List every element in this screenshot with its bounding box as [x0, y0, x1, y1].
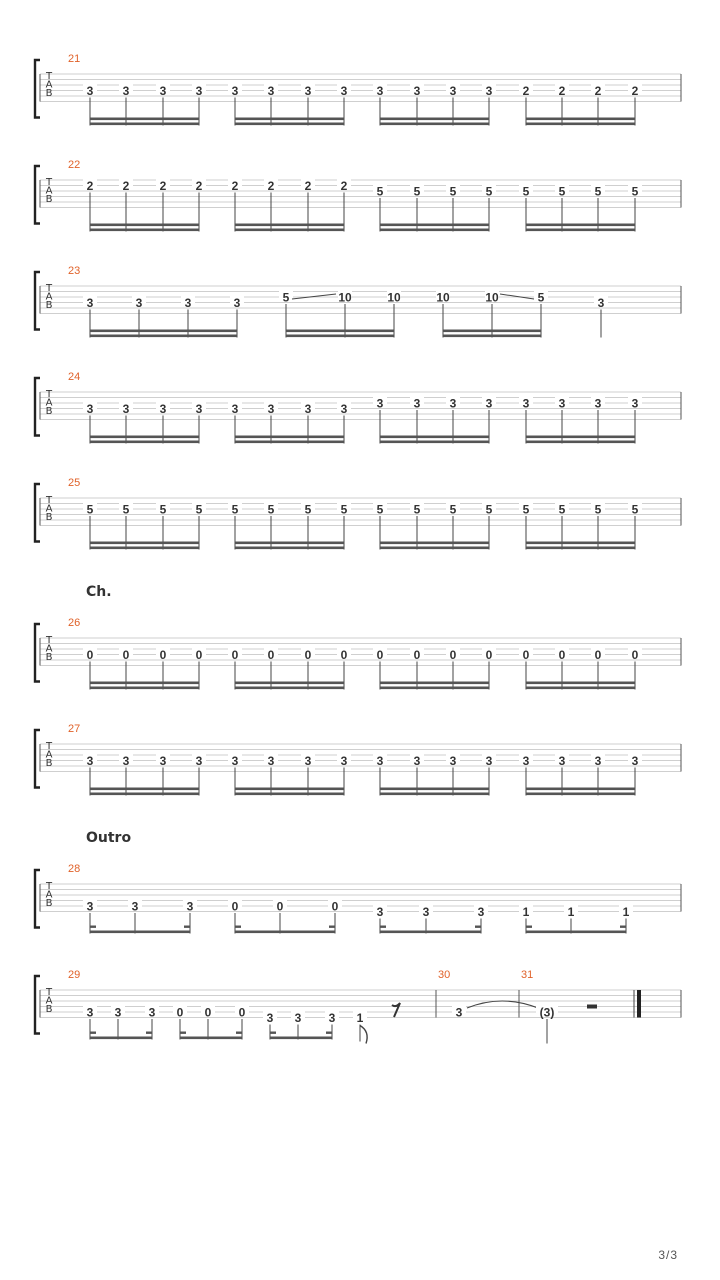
tab-clef-letter: B — [45, 194, 53, 205]
beam — [235, 224, 344, 227]
beam — [526, 436, 635, 439]
beam — [526, 229, 635, 232]
fret-number: 3 — [266, 1011, 274, 1025]
fret-number: 2 — [86, 179, 94, 193]
fret-number: 3 — [267, 84, 275, 98]
beam — [380, 123, 489, 126]
fret-number: 0 — [204, 1005, 212, 1020]
tab-clef-letter: B — [45, 652, 53, 663]
tied-fret-number: (3) — [539, 1005, 555, 1020]
fret-number: 3 — [449, 396, 457, 411]
tab-clef-letter: A — [45, 503, 53, 515]
tab-clef-letter: T — [45, 741, 53, 752]
fret-number: 5 — [413, 184, 421, 199]
fret-number: 3 — [195, 754, 203, 768]
fret-number: 0 — [86, 648, 94, 662]
fret-number: 2 — [522, 84, 530, 98]
beam — [90, 1037, 152, 1040]
beam — [235, 118, 344, 121]
beam — [380, 793, 489, 796]
beam — [90, 682, 199, 685]
measure-number: 31 — [521, 969, 534, 981]
fret-number: 5 — [522, 184, 530, 199]
fret-number: 3 — [340, 402, 348, 416]
tab-clef-letter: B — [45, 88, 53, 99]
fret-number: 2 — [594, 84, 602, 98]
beam — [235, 687, 344, 690]
slide-line — [500, 294, 534, 299]
fret-number: 2 — [558, 84, 566, 98]
beam — [90, 123, 199, 126]
note-flag — [360, 1026, 367, 1044]
fret-number: 0 — [413, 648, 421, 662]
beam — [380, 931, 481, 934]
fret-number: 2 — [122, 179, 130, 193]
fret-number: 0 — [231, 899, 239, 914]
fret-number: 5 — [413, 502, 421, 517]
fret-number: 5 — [485, 184, 493, 199]
tab-clef-letter: A — [45, 995, 53, 1007]
beam — [286, 330, 394, 333]
fret-number: 5 — [631, 502, 639, 517]
fret-number: 5 — [195, 502, 203, 517]
tab-clef-letter: B — [45, 406, 53, 417]
tab-clef-letter: A — [45, 889, 53, 901]
fret-number: 3 — [159, 84, 167, 98]
fret-number: 3 — [485, 84, 493, 98]
tab-clef-letter: B — [45, 758, 53, 769]
measure-number: 21 — [68, 53, 81, 65]
fret-number: 2 — [195, 179, 203, 193]
fret-number: 10 — [338, 290, 352, 305]
beam — [235, 436, 344, 439]
tie-arc — [467, 1001, 538, 1008]
measure-number: 29 — [68, 969, 81, 981]
measure-number: 22 — [68, 159, 81, 171]
fret-number: 3 — [597, 296, 605, 310]
fret-number: 1 — [622, 905, 630, 919]
fret-number: 5 — [631, 184, 639, 199]
fret-number: 3 — [340, 84, 348, 98]
beam — [380, 687, 489, 690]
half-rest-icon — [587, 1005, 597, 1009]
fret-number: 3 — [376, 84, 384, 98]
beam — [526, 931, 626, 934]
fret-number: 5 — [485, 502, 493, 517]
beam — [90, 441, 199, 444]
beam-stub — [236, 1032, 242, 1034]
fret-number: 5 — [376, 502, 384, 517]
fret-number: 3 — [594, 396, 602, 411]
fret-number: 5 — [86, 502, 94, 517]
fret-number: 3 — [594, 754, 602, 768]
fret-number: 3 — [376, 754, 384, 768]
tab-clef-letter: B — [45, 1004, 53, 1015]
fret-number: 0 — [376, 648, 384, 662]
fret-number: 5 — [122, 502, 130, 517]
beam — [380, 441, 489, 444]
tab-clef-letter: A — [45, 643, 53, 655]
fret-number: 3 — [376, 396, 384, 411]
fret-number: 1 — [356, 1011, 364, 1025]
beam-stub — [620, 926, 626, 928]
tab-clef-letter: A — [45, 749, 53, 761]
fret-number: 5 — [594, 184, 602, 199]
tab-clef-letter: T — [45, 635, 53, 646]
fret-number: 3 — [231, 402, 239, 416]
fret-number: 3 — [340, 754, 348, 768]
fret-number: 3 — [304, 754, 312, 768]
beam — [270, 1037, 332, 1040]
system-bracket — [35, 166, 40, 224]
fret-number: 3 — [131, 899, 139, 914]
beam-stub — [270, 1032, 276, 1034]
fret-number: 5 — [304, 502, 312, 517]
beam — [90, 118, 199, 121]
fret-number: 3 — [86, 1005, 94, 1020]
fret-number: 0 — [159, 648, 167, 662]
beam — [90, 224, 199, 227]
fret-number: 5 — [558, 502, 566, 517]
beam — [380, 436, 489, 439]
tab-clef-letter: B — [45, 512, 53, 523]
measure-number: 24 — [68, 371, 81, 383]
system-bracket — [35, 484, 40, 542]
beam — [526, 118, 635, 121]
beam — [235, 931, 335, 934]
fret-number: 10 — [436, 290, 450, 305]
system-bracket — [35, 272, 40, 330]
fret-number: 0 — [267, 648, 275, 662]
fret-number: 3 — [86, 754, 94, 768]
beam-stub — [235, 926, 241, 928]
fret-number: 3 — [558, 754, 566, 768]
fret-number: 5 — [282, 290, 290, 305]
fret-number: 3 — [122, 84, 130, 98]
fret-number: 0 — [331, 899, 339, 914]
tab-clef-letter: B — [45, 300, 53, 311]
fret-number: 5 — [558, 184, 566, 199]
fret-number: 5 — [449, 502, 457, 517]
fret-number: 3 — [485, 754, 493, 768]
beam-stub — [326, 1032, 332, 1034]
system-bracket — [35, 976, 40, 1034]
beam-stub — [180, 1032, 186, 1034]
fret-number: 3 — [631, 754, 639, 768]
fret-number: 3 — [422, 905, 430, 919]
fret-number: 3 — [233, 296, 241, 310]
fret-number: 3 — [195, 84, 203, 98]
tab-clef-letter: A — [45, 291, 53, 303]
measure-number: 26 — [68, 617, 81, 629]
fret-number: 3 — [186, 899, 194, 914]
tab-clef-letter: T — [45, 389, 53, 400]
tab-clef-letter: T — [45, 987, 53, 998]
fret-number: 3 — [294, 1011, 302, 1025]
fret-number: 5 — [522, 502, 530, 517]
fret-number: 3 — [195, 402, 203, 416]
system-bracket — [35, 730, 40, 788]
tab-clef-letter: T — [45, 283, 53, 294]
measure-number: 27 — [68, 723, 81, 735]
fret-number: 3 — [477, 905, 485, 919]
fret-number: 3 — [122, 402, 130, 416]
beam — [380, 542, 489, 545]
fret-number: 2 — [231, 179, 239, 193]
fret-number: 3 — [449, 84, 457, 98]
beam — [380, 788, 489, 791]
beam — [90, 335, 237, 338]
system-bracket — [35, 60, 40, 118]
beam — [235, 547, 344, 550]
system-bracket — [35, 870, 40, 928]
fret-number: 0 — [340, 648, 348, 662]
system-bracket — [35, 378, 40, 436]
fret-number: 5 — [267, 502, 275, 517]
fret-number: 2 — [159, 179, 167, 193]
tab-clef-letter: A — [45, 79, 53, 91]
beam — [90, 330, 237, 333]
fret-number: 3 — [86, 899, 94, 914]
beam — [90, 229, 199, 232]
fret-number: 2 — [340, 179, 348, 193]
beam-stub — [380, 926, 386, 928]
measure-number: 30 — [438, 969, 451, 981]
beam — [235, 123, 344, 126]
beam — [526, 682, 635, 685]
fret-number: 3 — [114, 1005, 122, 1020]
fret-number: 3 — [86, 296, 94, 310]
fret-number: 3 — [522, 396, 530, 411]
fret-number: 5 — [376, 184, 384, 199]
measure-number: 23 — [68, 265, 81, 277]
beam — [380, 224, 489, 227]
beam — [286, 335, 394, 338]
fret-number: 3 — [267, 754, 275, 768]
fret-number: 3 — [148, 1005, 156, 1020]
slide-line — [292, 294, 336, 299]
fret-number: 0 — [594, 648, 602, 662]
fret-number: 3 — [159, 402, 167, 416]
beam — [526, 788, 635, 791]
eighth-rest-icon — [392, 1003, 400, 1017]
measure-number: 28 — [68, 863, 81, 875]
fret-number: 0 — [558, 648, 566, 662]
beam — [443, 330, 541, 333]
beam — [90, 436, 199, 439]
beam — [443, 335, 541, 338]
beam — [235, 229, 344, 232]
beam — [90, 931, 190, 934]
beam — [526, 547, 635, 550]
tab-clef-letter: T — [45, 881, 53, 892]
beam — [380, 229, 489, 232]
beam-stub — [475, 926, 481, 928]
beam-stub — [526, 926, 532, 928]
beam — [526, 793, 635, 796]
fret-number: 3 — [184, 296, 192, 310]
fret-number: 3 — [376, 905, 384, 919]
fret-number: 2 — [267, 179, 275, 193]
fret-number: 5 — [449, 184, 457, 199]
fret-number: 2 — [304, 179, 312, 193]
beam — [380, 118, 489, 121]
beam-stub — [90, 926, 96, 928]
beam — [526, 542, 635, 545]
beam-stub — [329, 926, 335, 928]
fret-number: 3 — [159, 754, 167, 768]
fret-number: 3 — [86, 402, 94, 416]
fret-number: 1 — [567, 905, 575, 919]
fret-number: 3 — [449, 754, 457, 768]
fret-number: 3 — [231, 84, 239, 98]
section-label-outro: Outro — [86, 830, 132, 846]
fret-number: 5 — [231, 502, 239, 517]
fret-number: 3 — [267, 402, 275, 416]
beam — [235, 793, 344, 796]
tab-clef-letter: B — [45, 898, 53, 909]
fret-number: 3 — [455, 1005, 463, 1020]
fret-number: 0 — [631, 648, 639, 662]
fret-number: 3 — [558, 396, 566, 411]
fret-number: 0 — [304, 648, 312, 662]
page-number: 3/3 — [658, 1248, 678, 1262]
beam — [235, 441, 344, 444]
fret-number: 0 — [522, 648, 530, 662]
fret-number: 5 — [594, 502, 602, 517]
beam — [90, 788, 199, 791]
tab-clef-letter: A — [45, 185, 53, 197]
fret-number: 2 — [631, 84, 639, 98]
fret-number: 10 — [387, 290, 401, 305]
beam — [526, 441, 635, 444]
beam — [235, 542, 344, 545]
fret-number: 0 — [195, 648, 203, 662]
fret-number: 3 — [522, 754, 530, 768]
fret-number: 0 — [449, 648, 457, 662]
fret-number: 3 — [631, 396, 639, 411]
fret-number: 5 — [537, 290, 545, 305]
fret-number: 0 — [485, 648, 493, 662]
fret-number: 3 — [413, 754, 421, 768]
measure-number: 25 — [68, 477, 81, 489]
beam — [380, 547, 489, 550]
fret-number: 3 — [328, 1011, 336, 1025]
section-label-chorus: Ch. — [86, 584, 112, 600]
fret-number: 0 — [176, 1005, 184, 1020]
fret-number: 3 — [304, 402, 312, 416]
fret-number: 3 — [304, 84, 312, 98]
beam — [526, 123, 635, 126]
system-bracket — [35, 624, 40, 682]
fret-number: 0 — [276, 899, 284, 914]
beam-stub — [90, 1032, 96, 1034]
beam — [526, 687, 635, 690]
final-barline-thick — [637, 990, 641, 1018]
beam — [90, 542, 199, 545]
tab-clef-letter: T — [45, 495, 53, 506]
beam — [380, 682, 489, 685]
fret-number: 3 — [485, 396, 493, 411]
beam — [180, 1037, 242, 1040]
beam-stub — [184, 926, 190, 928]
beam — [235, 682, 344, 685]
fret-number: 0 — [238, 1005, 246, 1020]
fret-number: 3 — [413, 84, 421, 98]
beam — [90, 687, 199, 690]
fret-number: 10 — [485, 290, 499, 305]
fret-number: 3 — [231, 754, 239, 768]
fret-number: 3 — [135, 296, 143, 310]
fret-number: 5 — [340, 502, 348, 517]
fret-number: 0 — [231, 648, 239, 662]
beam — [90, 793, 199, 796]
tab-clef-letter: A — [45, 397, 53, 409]
beam — [90, 547, 199, 550]
beam-stub — [146, 1032, 152, 1034]
fret-number: 3 — [122, 754, 130, 768]
beam — [235, 788, 344, 791]
fret-number: 5 — [159, 502, 167, 517]
fret-number: 0 — [122, 648, 130, 662]
fret-number: 1 — [522, 905, 530, 919]
tab-clef-letter: T — [45, 177, 53, 188]
fret-number: 3 — [86, 84, 94, 98]
fret-number: 3 — [413, 396, 421, 411]
beam — [526, 224, 635, 227]
tab-clef-letter: T — [45, 71, 53, 82]
